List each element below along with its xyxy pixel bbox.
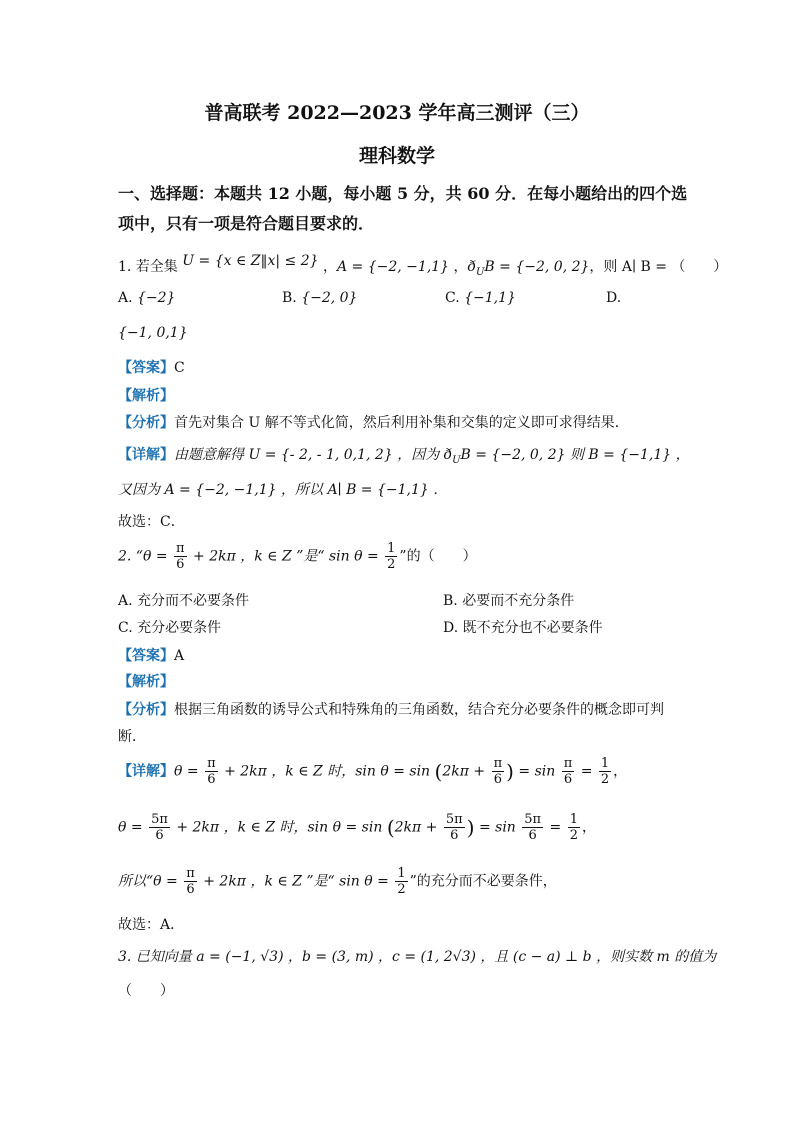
page-title: 普高联考 2022—2023 学年高三测评（三） bbox=[204, 102, 590, 124]
fenxi-tag: 【分析】 bbox=[118, 702, 174, 718]
q1-choose: 故选：C． bbox=[118, 514, 185, 530]
fenxi-text: 根据三角函数的诱导公式和特殊角的三角函数，结合充分必要条件的概念即可判 bbox=[174, 702, 664, 718]
xiangjie-tag: 【详解】 bbox=[118, 763, 174, 780]
option-text: 必要而不充分条件 bbox=[462, 593, 575, 609]
d3-c: ”的充分而不必要条件， bbox=[409, 873, 557, 890]
option-text: {−2, 0} bbox=[301, 290, 358, 306]
frac-pi-over-6 bbox=[184, 866, 197, 897]
q2-fenxi-line1 bbox=[118, 699, 664, 719]
q2-stem-post: ”的（ ） bbox=[399, 548, 477, 565]
option-text: 充分而不必要条件 bbox=[137, 593, 250, 609]
option-text: 既不充分也不必要条件 bbox=[462, 620, 603, 636]
answer-tag: 【答案】 bbox=[118, 648, 174, 664]
frac-one-half bbox=[395, 866, 407, 897]
option-label: C. bbox=[118, 620, 133, 636]
q1-option-a bbox=[118, 290, 175, 306]
frac-num: π bbox=[186, 866, 195, 881]
xiangjie-tag: 【详解】 bbox=[118, 447, 174, 463]
frac-num: 1 bbox=[600, 756, 610, 771]
q1-tail: ，则 A∣ B = （ ） bbox=[589, 259, 728, 275]
q1-set-a: A = {−2, −1,1} bbox=[337, 259, 450, 275]
frac-den: 2 bbox=[397, 882, 406, 897]
d3-b: + 2kπ ，k ∈ Z ”是“ sin θ = bbox=[203, 873, 389, 890]
frac-den: 6 bbox=[207, 772, 216, 787]
fenxi-text: 首先对集合 U 解不等式化简，然后利用补集和交集的定义即可求得结果． bbox=[174, 415, 629, 431]
q2-fenxi-line2: 断． bbox=[118, 729, 146, 745]
q1-complement-sub-2: U bbox=[452, 454, 461, 466]
d2-a: θ = bbox=[118, 819, 143, 836]
q1-detail-line1 bbox=[118, 444, 690, 466]
q2-detail-line2 bbox=[118, 812, 596, 843]
section-heading-line2: 项中，只有一项是符合题目要求的． bbox=[118, 214, 375, 233]
frac-num: π bbox=[207, 756, 216, 771]
frac-num: 1 bbox=[397, 866, 406, 881]
page-subtitle: 理科数学 bbox=[358, 145, 435, 167]
answer-value: A bbox=[174, 648, 185, 664]
option-label: B. bbox=[282, 290, 297, 306]
frac-num: 1 bbox=[387, 541, 396, 556]
paren-open: ( bbox=[434, 759, 443, 784]
frac-den: 6 bbox=[186, 882, 195, 897]
frac-den: 6 bbox=[563, 772, 573, 787]
frac-den: 6 bbox=[450, 828, 459, 843]
fenxi-tag: 【分析】 bbox=[118, 415, 174, 431]
frac-one-half bbox=[599, 756, 611, 787]
q1-detail-line2: 又因为 A = {−2, −1,1} ，所以 A∣ B = {−1,1} ． bbox=[118, 482, 448, 498]
frac-pi-over-6 bbox=[562, 756, 575, 787]
d2-b: + 2kπ ，k ∈ Z 时，sin θ = sin bbox=[176, 819, 383, 836]
q2-detail-line1 bbox=[118, 756, 627, 787]
frac-num: π bbox=[176, 541, 185, 556]
d2-c: 2kπ + bbox=[394, 819, 438, 836]
d1-c: 2kπ + bbox=[442, 763, 486, 780]
frac-den: 6 bbox=[493, 772, 502, 787]
q1-set-u: U = {x ∈ Z‖x| ≤ 2} bbox=[182, 253, 319, 269]
frac-den: 6 bbox=[528, 828, 537, 843]
q1-complement-sub: U bbox=[475, 266, 485, 278]
d2-d: = sin bbox=[478, 819, 516, 836]
answer-tag: 【答案】 bbox=[118, 360, 174, 376]
q2-option-c bbox=[118, 617, 221, 637]
frac-one-half bbox=[568, 812, 580, 843]
d1-f: ， bbox=[613, 763, 628, 780]
q2-choose: 故选：A． bbox=[118, 917, 185, 933]
option-label: A. bbox=[118, 593, 133, 609]
q2-analysis-heading: 【解析】 bbox=[118, 674, 174, 690]
frac-pi-over-6 bbox=[492, 756, 505, 787]
option-label: B. bbox=[443, 593, 458, 609]
q1-analysis-heading: 【解析】 bbox=[118, 388, 174, 404]
d2-e: = bbox=[549, 819, 562, 836]
d1-b: + 2kπ ，k ∈ Z 时，sin θ = sin bbox=[224, 763, 431, 780]
option-label: A. bbox=[118, 290, 133, 306]
q1-set-b: B = {−2, 0, 2} bbox=[484, 259, 590, 275]
frac-num: 5π bbox=[151, 812, 168, 827]
frac-5pi-over-6 bbox=[149, 812, 170, 843]
q1-fenxi bbox=[118, 412, 629, 432]
d1-e: = bbox=[580, 763, 593, 780]
frac-5pi-over-6 bbox=[444, 812, 465, 843]
frac-one-half bbox=[385, 541, 397, 572]
detail-text: 由题意解得 U = {- 2, - 1, 0,1, 2} ，因为 ð bbox=[174, 447, 453, 463]
frac-den: 2 bbox=[387, 557, 396, 572]
q3-paren: （ ） bbox=[118, 983, 174, 999]
d3-a: 所以“θ = bbox=[118, 873, 178, 890]
paren-close: ) bbox=[506, 759, 514, 784]
q2-stem bbox=[118, 541, 477, 572]
option-text: {−1,1} bbox=[464, 290, 516, 306]
section-heading-line1: 一、选择题：本题共 12 小题，每小题 5 分，共 60 分．在每小题给出的四个选 bbox=[118, 184, 688, 203]
answer-value: C bbox=[174, 360, 185, 376]
q1-complement-symbol: ð bbox=[467, 259, 476, 275]
d2-f: ， bbox=[582, 819, 597, 836]
q1-option-d bbox=[606, 290, 621, 306]
frac-pi-over-6 bbox=[174, 541, 187, 572]
frac-pi-over-6 bbox=[205, 756, 218, 787]
frac-den: 6 bbox=[176, 557, 185, 572]
frac-num: 1 bbox=[569, 812, 579, 827]
option-text: 充分必要条件 bbox=[137, 620, 222, 636]
option-label: D. bbox=[443, 620, 459, 636]
q3-stem: 3. 已知向量 a = (−1, √3) ，b = (3, m) ，c = (1, 2√3) ，且 (c − a) ⊥ b ，则实数 m 的值为 bbox=[118, 949, 717, 965]
frac-num: 5π bbox=[445, 812, 463, 827]
q2-stem-mid: + 2kπ ，k ∈ Z ”是“ sin θ = bbox=[193, 548, 379, 565]
q1-stem-label: 1. 若全集 bbox=[118, 259, 178, 275]
q2-option-d bbox=[443, 617, 603, 637]
frac-den: 2 bbox=[600, 772, 610, 787]
q1-option-c bbox=[445, 290, 516, 306]
frac-num: 5π bbox=[524, 812, 542, 827]
q2-stem-pre: 2. “θ = bbox=[118, 548, 168, 565]
q2-answer bbox=[118, 645, 184, 665]
option-label: C. bbox=[445, 290, 460, 306]
q2-detail-line3 bbox=[118, 866, 557, 897]
q1-option-d-text: {−1, 0,1} bbox=[118, 325, 188, 341]
option-text: {−2} bbox=[137, 290, 176, 306]
q1-option-b bbox=[282, 290, 357, 306]
paren-close: ) bbox=[466, 815, 475, 840]
frac-5pi-over-6 bbox=[522, 812, 543, 843]
q1-stem: 1. 若全集 U = {x ∈ Z‖x| ≤ 2} ，A = {−2, −1,1} ，$ð_UB = \{-2$, 0, 2}，则 A∣ B = （ ） bbox=[118, 253, 728, 278]
d1-d: = sin bbox=[518, 763, 556, 780]
paren-open: ( bbox=[386, 815, 395, 840]
q2-option-a bbox=[118, 590, 249, 610]
option-label: D. bbox=[606, 290, 622, 306]
d1-a: θ = bbox=[174, 763, 199, 780]
detail-text-b: B = {−2, 0, 2} 则 B = {−1,1} ， bbox=[460, 447, 690, 463]
q1-answer bbox=[118, 357, 185, 377]
q2-option-b bbox=[443, 590, 574, 610]
frac-num: π bbox=[493, 756, 503, 771]
frac-den: 2 bbox=[569, 828, 579, 843]
frac-num: π bbox=[563, 756, 573, 771]
frac-den: 6 bbox=[155, 828, 164, 843]
